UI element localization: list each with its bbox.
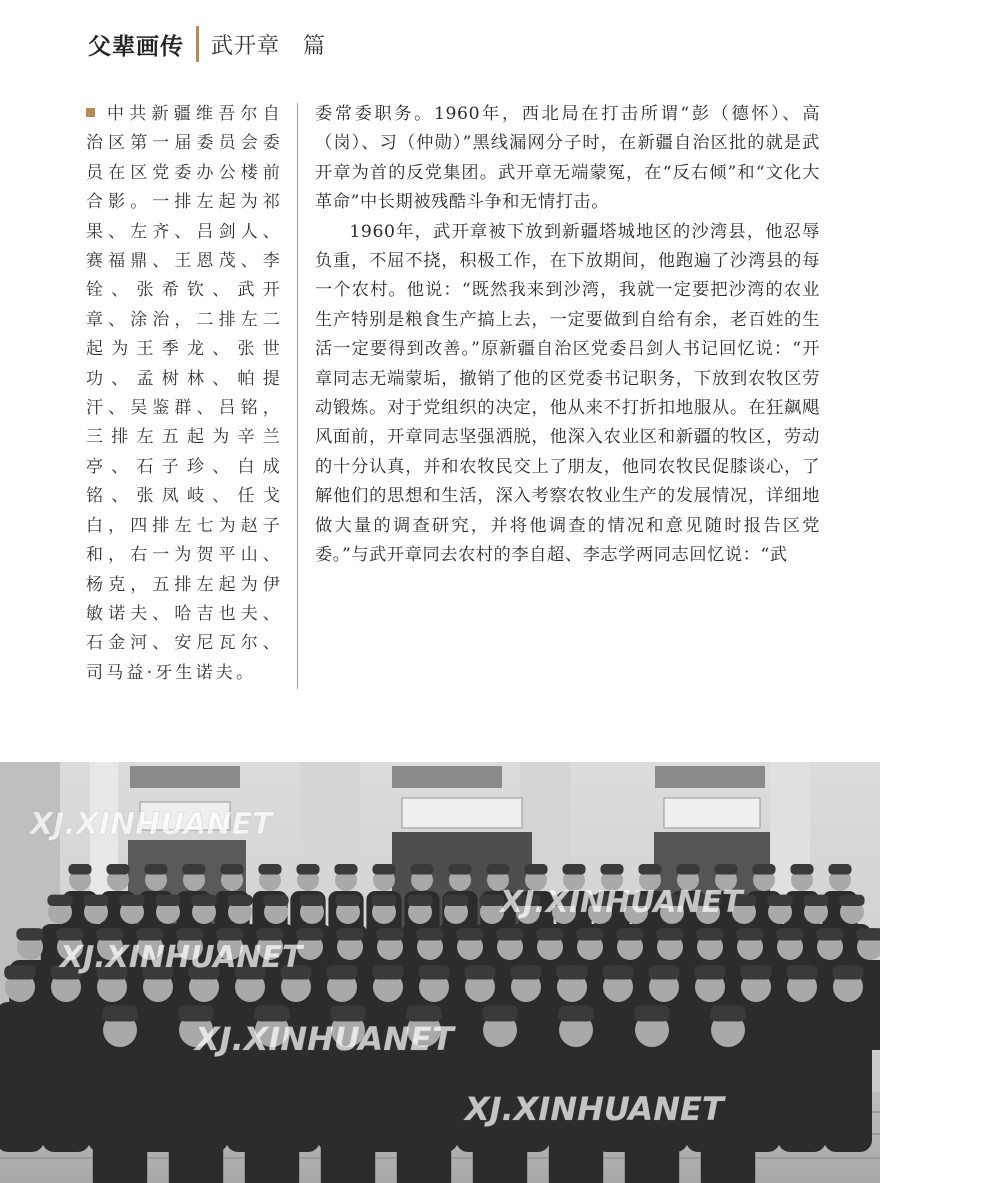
book-series-title: 父辈画传	[88, 33, 184, 60]
watermark-5: XJ.XINHUANET	[465, 1090, 724, 1128]
watermark-1: XJ.XINHUANET	[30, 807, 273, 842]
caption-text: 中共新疆维吾尔自治区第一届委员会委员在区党委办公楼前合影。一排左起为祁果、左齐、吕剑人、赛福鼎、王恩茂、李铨、张希钦、武开章、涂治，二排左二起为王季龙、张世功、孟树林、帕提汗、吴鉴群、吕铭，三排左五起为辛兰亭、石子珍、白成铭、张凤岐、任戈白，四排左七为赵子和，右一为贺平山、杨克，五排左起为伊敏诺夫、哈吉也夫、石金河、安尼瓦尔、司马益·牙生诺夫。	[86, 104, 283, 683]
paragraph-2: 1960年，武开章被下放到新疆塔城地区的沙湾县，他忍辱负重，不屈不挠，积极工作，在下放期间，他跑遍了沙湾县的每一个农村。他说：“既然我来到沙湾，我就一定要把沙湾的农业生产特别是粮食生产搞上去，一定要做到自给有余，老百姓的生活一定要得到改善。”原新疆自治区党委吕剑人书记回忆说：“开章同志无端蒙垢，撤销了他的区党委书记职务，下放到农牧区劳动锻炼。对于党组织的决定，他从来不打折扣地服从。在狂飙飓风面前，开章同志坚强洒脱，他深入农业区和新疆的牧区，劳动的十分认真，并和农牧民交上了朋友，他同农牧民促膝谈心，了解他们的思想和生活，深入考察农牧业生产的发展情况，详细地做大量的调查研究，并将他调查的情况和意见随时报告区党委。”与武开章同去农村的李自超、李志学两同志回忆说：“武	[315, 221, 820, 566]
group-photo	[0, 762, 880, 1183]
watermark-2: XJ.XINHUANET	[500, 885, 743, 920]
header-divider	[196, 26, 199, 62]
caption-bullet-icon	[86, 108, 95, 117]
paragraph-1: 委常委职务。1960年，西北局在打击所谓“彭（德怀）、高（岗）、习（仲勋）”黑线漏网分子时，在新疆自治区批的就是武开章为首的反党集团。武开章无端蒙冤，在“反右倾”和“文化大革命”中长期被残酷斗争和无情打击。	[315, 104, 820, 213]
column-divider	[297, 103, 298, 689]
running-header	[88, 24, 326, 64]
body-text	[315, 100, 820, 571]
watermark-3: XJ.XINHUANET	[60, 940, 303, 975]
watermark-4: XJ.XINHUANET	[195, 1020, 454, 1058]
photo-caption	[86, 100, 283, 688]
chapter-title: 武开章 篇	[211, 33, 327, 59]
